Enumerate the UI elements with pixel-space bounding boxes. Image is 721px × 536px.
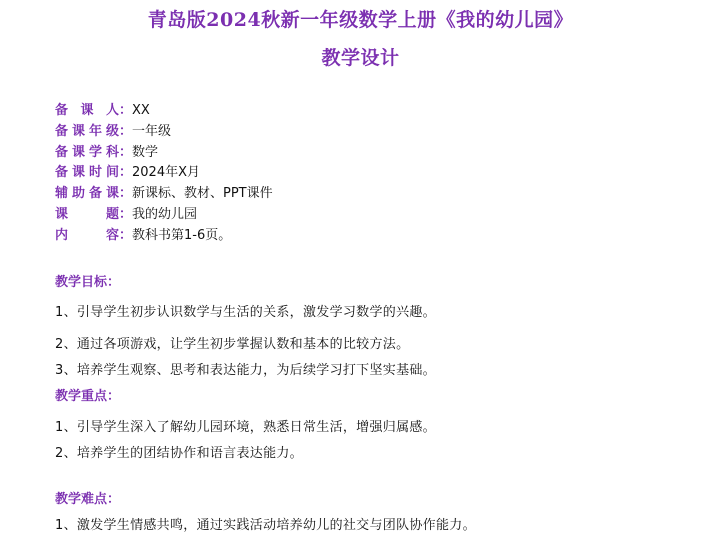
info-label: 备课人	[55, 103, 119, 118]
info-row-grade	[55, 122, 273, 143]
objective-item: 3、培养学生观察、思考和表达能力，为后续学习打下坚实基础。	[55, 363, 436, 378]
info-value: XX	[132, 103, 150, 118]
info-label: 备课年级	[55, 123, 119, 139]
info-row-aids	[55, 184, 273, 205]
info-colon: ：	[119, 186, 133, 202]
lesson-info-block	[55, 101, 273, 247]
info-value: 教科书第1-6页。	[132, 227, 232, 243]
objective-item: 1、引导学生初步认识数学与生活的关系，激发学习数学的兴趣。	[55, 305, 436, 320]
info-label: 备课时间	[55, 165, 119, 181]
info-value: 新课标、教材、PPT课件	[132, 186, 273, 202]
info-value: 我的幼儿园	[132, 206, 198, 222]
objectives-heading: 教学目标：	[55, 275, 121, 290]
document-title: 青岛版2024秋新一年级数学上册《我的幼儿园》	[147, 9, 574, 31]
key-point-item: 1、引导学生深入了解幼儿园环境，熟悉日常生活，增强归属感。	[55, 420, 436, 435]
info-label: 辅助备课	[55, 186, 119, 202]
document-subtitle: 教学设计	[321, 47, 400, 69]
difficulties-heading: 教学难点：	[55, 492, 121, 507]
info-value: 2024年X月	[132, 165, 200, 181]
info-colon: ：	[119, 123, 133, 139]
key-point-item: 2、培养学生的团结协作和语言表达能力。	[55, 446, 303, 461]
info-row-teacher	[55, 101, 273, 122]
info-colon: ：	[119, 206, 133, 222]
info-colon: ：	[119, 103, 133, 118]
info-value: 一年级	[132, 123, 172, 139]
info-label: 备课学科	[55, 144, 119, 160]
info-label: 课题	[55, 206, 119, 222]
info-colon: ：	[119, 144, 133, 160]
info-row-subject	[55, 143, 273, 164]
info-label: 内容	[55, 227, 119, 243]
info-colon: ：	[119, 227, 133, 243]
info-row-topic	[55, 205, 273, 226]
info-colon: ：	[119, 165, 133, 181]
info-row-content	[55, 226, 273, 247]
difficulty-item: 1、激发学生情感共鸣，通过实践活动培养幼儿的社交与团队协作能力。	[55, 518, 476, 533]
key-points-heading: 教学重点：	[55, 389, 121, 404]
objective-item: 2、通过各项游戏，让学生初步掌握认数和基本的比较方法。	[55, 337, 410, 352]
info-row-time	[55, 163, 273, 184]
info-value: 数学	[132, 144, 159, 160]
